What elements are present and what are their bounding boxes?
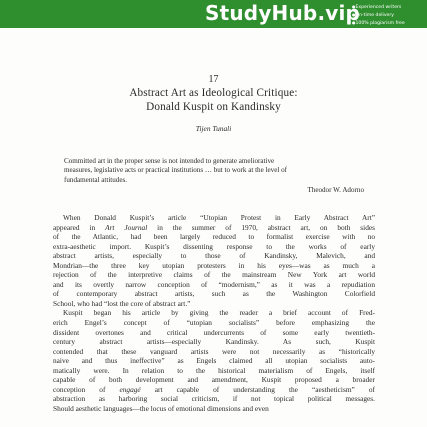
- body-line: extra-aesthetic import. Kuspit’s dissenting response to the works of early: [53, 241, 375, 251]
- body-line: naive and thus ineffective” as Engels claimed all utopian socialists auto-: [53, 356, 375, 366]
- watermark-feature: ● On-time delivery: [352, 11, 405, 19]
- body-line: capable of both development and amendment, Kuspit proposed a broader: [53, 375, 375, 385]
- body-line: rejection of the interpretive claims of the mainstream New York art world: [53, 270, 375, 280]
- book-page: [0, 28, 427, 427]
- chapter-title-line: Abstract Art as Ideological Critique:: [129, 87, 298, 99]
- epigraph-line: measures, legislative acts or practical institutions … but to work at the level of: [64, 166, 287, 175]
- epigraph-line: fundamental attitudes.: [64, 175, 128, 184]
- epigraph-attribution: Theodor W. Adorno: [307, 186, 364, 195]
- epigraph: [64, 157, 364, 196]
- chapter-title: [0, 87, 427, 114]
- body-line: School, who had “lost the core of abstract art.”: [53, 298, 191, 308]
- body-line: and its overtly narrow conception of “modernism,” as it was a repudiation: [53, 279, 375, 289]
- body-line: abstract artists, especially to those of Kandinsky, Malevich, and: [53, 251, 375, 261]
- body-line: When Donald Kuspit’s article “Utopian Protest in Early Abstract Art”: [63, 213, 375, 222]
- body-line: Kuspit began his article by giving the reader a brief account of Fred-: [63, 308, 375, 318]
- paragraph: [53, 213, 375, 308]
- watermark-feature: ● 100% plagiarism free: [352, 19, 405, 27]
- paragraph: [53, 308, 375, 413]
- body-line: conception of engagé art capable of understanding the “aestheticism” of: [53, 384, 375, 394]
- watermark-feature-list: [352, 3, 405, 27]
- body-line: matically were. In relation to the historical materialism of Engels, itself: [53, 365, 375, 375]
- body-line: contended that these vanguard artists were not necessarily as “historically: [53, 346, 375, 356]
- body-line: century abstract artists—especially Kandinsky. As such, Kuspit: [53, 337, 375, 347]
- body-line: appeared in Art Journal in the summer of 1970, abstract art, on both sides: [53, 222, 375, 232]
- body-line: abstraction as harboring social criticism, if not topical political messages.: [53, 394, 375, 404]
- chapter-title-line: Donald Kuspit on Kandinsky: [146, 100, 281, 113]
- body-line: Mondrian—the three key utopian protesters in his eyes—was as much a: [53, 260, 375, 270]
- body-line: erich Engel’s concept of “utopian socialists” before emphasizing the: [53, 318, 375, 328]
- chapter-number: 17: [208, 74, 219, 85]
- watermark-banner: [0, 0, 427, 28]
- epigraph-line: Committed art in the proper sense is not intended to generate ameliorative: [64, 157, 275, 165]
- body-line: Should aesthetic languages—the locus of emotional dimensions and even: [53, 403, 269, 413]
- body-line: dissident overtones and critical undercurrents of some early twentieth-: [53, 327, 375, 337]
- body-line: of the Atlantic, had been largely reduced to formalist exercise with no: [53, 232, 375, 242]
- body-text: [53, 213, 375, 413]
- watermark-logo: StudyHub.vip: [205, 1, 361, 25]
- watermark-feature: ● Experienced writers: [352, 3, 405, 11]
- body-line: of contemporary abstract artists, such as the Washington Colorfield: [53, 289, 375, 299]
- chapter-author: Tijen Tunali: [195, 124, 232, 133]
